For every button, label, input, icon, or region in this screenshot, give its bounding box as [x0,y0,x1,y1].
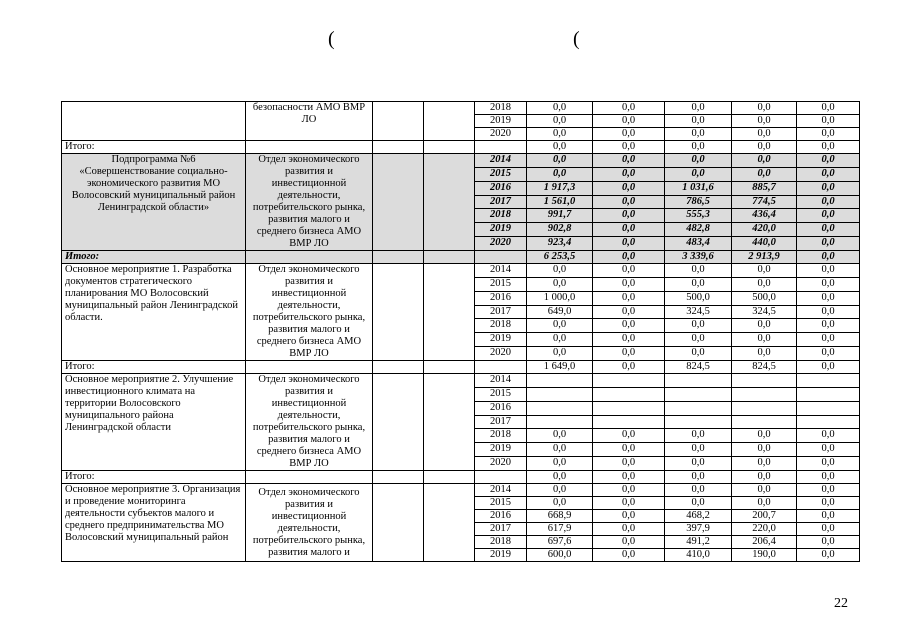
budget-table [61,101,860,562]
empty-cell [424,264,475,361]
value-cell: 0,0 [593,510,665,523]
value-cell: 206,4 [732,536,797,549]
value-cell: 324,5 [665,305,732,319]
year-cell: 2019 [475,333,527,347]
value-cell: 668,9 [527,510,593,523]
value-cell: 0,0 [732,347,797,361]
department-cell: Отдел экономического развития и инвестиционной деятельности, потребительского рынка, развития малого и [246,484,373,562]
value-cell: 0,0 [732,457,797,471]
total-value-cell: 0,0 [593,141,665,154]
empty-cell [373,361,424,374]
value-cell: 0,0 [593,181,665,195]
value-cell [527,374,593,388]
value-cell: 0,0 [732,128,797,141]
year-cell: 2016 [475,181,527,195]
value-cell: 0,0 [593,549,665,562]
year-cell: 2017 [475,305,527,319]
total-value-cell: 0,0 [797,471,860,484]
department-cell: Отдел экономического развития и инвестиционной деятельности, потребительского рынка, развития малого и среднего бизнеса АМО ВМР ЛО [246,154,373,251]
year-cell: 2019 [475,223,527,237]
value-cell [665,374,732,388]
value-cell: 440,0 [732,237,797,251]
total-row [62,141,860,154]
value-cell: 0,0 [797,319,860,333]
value-cell: 923,4 [527,237,593,251]
value-cell: 190,0 [732,549,797,562]
value-cell: 0,0 [732,333,797,347]
value-cell: 0,0 [527,264,593,278]
year-cell: 2018 [475,209,527,223]
value-cell: 0,0 [527,429,593,443]
value-cell: 0,0 [593,115,665,128]
empty-cell [475,141,527,154]
empty-cell [373,374,424,471]
value-cell: 0,0 [665,347,732,361]
empty-cell [373,154,424,251]
value-cell: 0,0 [593,333,665,347]
value-cell: 697,6 [527,536,593,549]
year-cell: 2015 [475,277,527,291]
value-cell: 0,0 [732,484,797,497]
value-cell: 0,0 [797,536,860,549]
value-cell: 0,0 [797,167,860,181]
year-cell: 2020 [475,347,527,361]
value-cell: 410,0 [665,549,732,562]
year-cell: 2015 [475,167,527,181]
value-cell: 468,2 [665,510,732,523]
value-cell: 482,8 [665,223,732,237]
total-value-cell: 0,0 [527,141,593,154]
value-cell: 0,0 [593,154,665,168]
value-cell: 0,0 [593,497,665,510]
value-cell: 0,0 [797,195,860,209]
value-cell: 0,0 [593,484,665,497]
value-cell: 500,0 [732,291,797,305]
value-cell: 0,0 [665,333,732,347]
page-number: 22 [834,596,848,611]
value-cell: 0,0 [593,209,665,223]
value-cell: 0,0 [527,154,593,168]
value-cell: 0,0 [797,223,860,237]
value-cell: 0,0 [593,319,665,333]
total-value-cell: 6 253,5 [527,251,593,264]
value-cell: 397,9 [665,523,732,536]
value-cell: 0,0 [527,115,593,128]
value-cell: 0,0 [797,128,860,141]
empty-cell [475,471,527,484]
value-cell: 0,0 [527,102,593,115]
year-cell: 2018 [475,536,527,549]
year-cell: 2019 [475,115,527,128]
value-cell: 0,0 [527,319,593,333]
value-cell: 420,0 [732,223,797,237]
value-cell: 0,0 [797,237,860,251]
value-cell: 0,0 [732,429,797,443]
total-value-cell: 0,0 [593,471,665,484]
value-cell: 0,0 [665,102,732,115]
empty-cell [424,484,475,562]
value-cell [797,415,860,429]
year-cell: 2019 [475,443,527,457]
empty-cell [373,264,424,361]
value-cell [665,401,732,415]
value-cell: 0,0 [732,115,797,128]
total-label: Итого: [62,251,246,264]
value-cell [732,415,797,429]
table-row [62,102,860,115]
table-row [62,484,860,497]
empty-cell [424,154,475,251]
value-cell: 0,0 [797,549,860,562]
value-cell: 200,7 [732,510,797,523]
value-cell: 0,0 [527,457,593,471]
value-cell: 0,0 [593,277,665,291]
value-cell [665,387,732,401]
program-name-cell [62,102,246,141]
value-cell: 500,0 [665,291,732,305]
value-cell: 0,0 [797,457,860,471]
value-cell: 0,0 [665,457,732,471]
value-cell: 0,0 [732,277,797,291]
value-cell: 491,2 [665,536,732,549]
value-cell: 0,0 [527,484,593,497]
total-label: Итого: [62,141,246,154]
value-cell: 1 561,0 [527,195,593,209]
empty-cell [246,471,373,484]
value-cell: 0,0 [527,167,593,181]
value-cell: 0,0 [665,154,732,168]
value-cell: 0,0 [527,333,593,347]
value-cell: 0,0 [665,128,732,141]
value-cell: 0,0 [665,277,732,291]
value-cell [593,387,665,401]
total-label: Итого: [62,471,246,484]
value-cell: 617,9 [527,523,593,536]
total-label: Итого: [62,361,246,374]
value-cell: 0,0 [527,497,593,510]
value-cell: 786,5 [665,195,732,209]
value-cell: 0,0 [593,443,665,457]
value-cell: 0,0 [593,102,665,115]
empty-cell [424,374,475,471]
year-cell: 2015 [475,497,527,510]
value-cell: 0,0 [797,305,860,319]
value-cell [593,401,665,415]
value-cell [527,401,593,415]
value-cell: 0,0 [797,209,860,223]
value-cell: 0,0 [732,102,797,115]
empty-cell [373,471,424,484]
value-cell [593,415,665,429]
value-cell: 1 000,0 [527,291,593,305]
value-cell: 1 917,3 [527,181,593,195]
total-value-cell: 0,0 [797,361,860,374]
program-name-cell: Подпрограмма №6 «Совершенствование социально-экономического развития МО Волосовский муниципальный район Ленинградской области» [62,154,246,251]
value-cell: 0,0 [797,510,860,523]
year-cell: 2020 [475,128,527,141]
empty-cell [373,141,424,154]
value-cell: 0,0 [797,497,860,510]
year-cell: 2017 [475,195,527,209]
year-cell: 2014 [475,374,527,388]
program-name-cell: Основное мероприятие 1. Разработка документов стратегического планирования МО Волосовский муниципальный район Ленинградской области. [62,264,246,361]
value-cell: 0,0 [732,264,797,278]
value-cell: 902,8 [527,223,593,237]
total-row [62,361,860,374]
year-cell: 2018 [475,429,527,443]
value-cell: 0,0 [665,497,732,510]
value-cell: 0,0 [797,264,860,278]
total-value-cell: 0,0 [593,361,665,374]
total-value-cell: 0,0 [797,141,860,154]
value-cell: 0,0 [732,319,797,333]
value-cell: 483,4 [665,237,732,251]
total-row [62,471,860,484]
value-cell: 1 031,6 [665,181,732,195]
value-cell: 0,0 [527,443,593,457]
value-cell: 0,0 [732,167,797,181]
value-cell: 0,0 [665,264,732,278]
total-value-cell: 824,5 [665,361,732,374]
value-cell: 0,0 [732,497,797,510]
empty-cell [424,102,475,141]
value-cell: 0,0 [797,181,860,195]
total-value-cell: 0,0 [732,471,797,484]
table-row [62,374,860,388]
empty-cell [246,141,373,154]
empty-cell [373,484,424,562]
value-cell: 774,5 [732,195,797,209]
total-value-cell: 0,0 [527,471,593,484]
department-cell: Отдел экономического развития и инвестиционной деятельности, потребительского рынка, развития малого и среднего бизнеса АМО ВМР ЛО [246,374,373,471]
value-cell: 0,0 [593,291,665,305]
value-cell [797,374,860,388]
value-cell: 0,0 [527,347,593,361]
value-cell: 885,7 [732,181,797,195]
value-cell: 0,0 [593,264,665,278]
value-cell: 0,0 [593,167,665,181]
value-cell: 600,0 [527,549,593,562]
value-cell: 0,0 [797,333,860,347]
value-cell: 0,0 [665,443,732,457]
value-cell: 0,0 [732,154,797,168]
empty-cell [424,251,475,264]
value-cell: 0,0 [527,277,593,291]
empty-cell [424,361,475,374]
year-cell: 2017 [475,415,527,429]
empty-cell [424,471,475,484]
value-cell: 0,0 [665,167,732,181]
department-cell: безопасности АМО ВМР ЛО [246,102,373,141]
value-cell: 0,0 [797,102,860,115]
value-cell: 0,0 [797,443,860,457]
value-cell: 220,0 [732,523,797,536]
empty-cell [424,141,475,154]
year-cell: 2018 [475,102,527,115]
value-cell: 0,0 [593,347,665,361]
value-cell: 0,0 [593,305,665,319]
year-cell: 2016 [475,401,527,415]
department-cell: Отдел экономического развития и инвестиционной деятельности, потребительского рынка, развития малого и среднего бизнеса АМО ВМР ЛО [246,264,373,361]
value-cell: 0,0 [797,484,860,497]
right-parenthesis: ( [573,28,580,50]
value-cell: 0,0 [797,523,860,536]
empty-cell [246,361,373,374]
value-cell: 991,7 [527,209,593,223]
year-cell: 2020 [475,237,527,251]
total-value-cell: 0,0 [732,141,797,154]
value-cell [527,387,593,401]
value-cell: 0,0 [797,429,860,443]
value-cell [665,415,732,429]
year-cell: 2017 [475,523,527,536]
empty-cell [246,251,373,264]
value-cell: 0,0 [593,128,665,141]
value-cell: 0,0 [665,429,732,443]
value-cell [527,415,593,429]
total-value-cell: 0,0 [593,251,665,264]
total-value-cell: 1 649,0 [527,361,593,374]
value-cell [732,401,797,415]
value-cell: 0,0 [732,443,797,457]
value-cell: 0,0 [797,154,860,168]
value-cell: 0,0 [797,115,860,128]
value-cell: 324,5 [732,305,797,319]
value-cell: 0,0 [593,237,665,251]
value-cell: 649,0 [527,305,593,319]
value-cell: 0,0 [665,319,732,333]
empty-cell [475,361,527,374]
year-cell: 2014 [475,154,527,168]
value-cell [593,374,665,388]
value-cell: 0,0 [593,223,665,237]
total-value-cell: 0,0 [665,141,732,154]
value-cell: 0,0 [527,128,593,141]
empty-cell [373,102,424,141]
value-cell: 555,3 [665,209,732,223]
program-name-cell: Основное мероприятие 2. Улучшение инвестиционного климата на территории Волосовского муниципального района Ленинградской области [62,374,246,471]
value-cell: 0,0 [593,536,665,549]
year-cell: 2019 [475,549,527,562]
year-cell: 2020 [475,457,527,471]
year-cell: 2014 [475,264,527,278]
year-cell: 2015 [475,387,527,401]
total-row [62,251,860,264]
year-cell: 2014 [475,484,527,497]
left-parenthesis: ( [328,28,335,50]
program-name-cell: Основное мероприятие 3. Организация и проведение мониторинга деятельности субъектов малого и среднего предпринимательства МО Волосовский муниципальный район [62,484,246,562]
value-cell: 0,0 [593,457,665,471]
value-cell: 0,0 [593,523,665,536]
value-cell: 0,0 [593,429,665,443]
total-value-cell: 0,0 [665,471,732,484]
value-cell: 436,4 [732,209,797,223]
value-cell: 0,0 [797,347,860,361]
empty-cell [373,251,424,264]
total-value-cell: 3 339,6 [665,251,732,264]
value-cell: 0,0 [797,277,860,291]
value-cell: 0,0 [665,484,732,497]
value-cell: 0,0 [665,115,732,128]
empty-cell [475,251,527,264]
table-row [62,154,860,168]
value-cell [797,401,860,415]
value-cell [732,387,797,401]
value-cell: 0,0 [797,291,860,305]
year-cell: 2016 [475,291,527,305]
year-cell: 2016 [475,510,527,523]
total-value-cell: 824,5 [732,361,797,374]
year-cell: 2018 [475,319,527,333]
value-cell [732,374,797,388]
value-cell: 0,0 [593,195,665,209]
table-row [62,264,860,278]
total-value-cell: 2 913,9 [732,251,797,264]
total-value-cell: 0,0 [797,251,860,264]
value-cell [797,387,860,401]
